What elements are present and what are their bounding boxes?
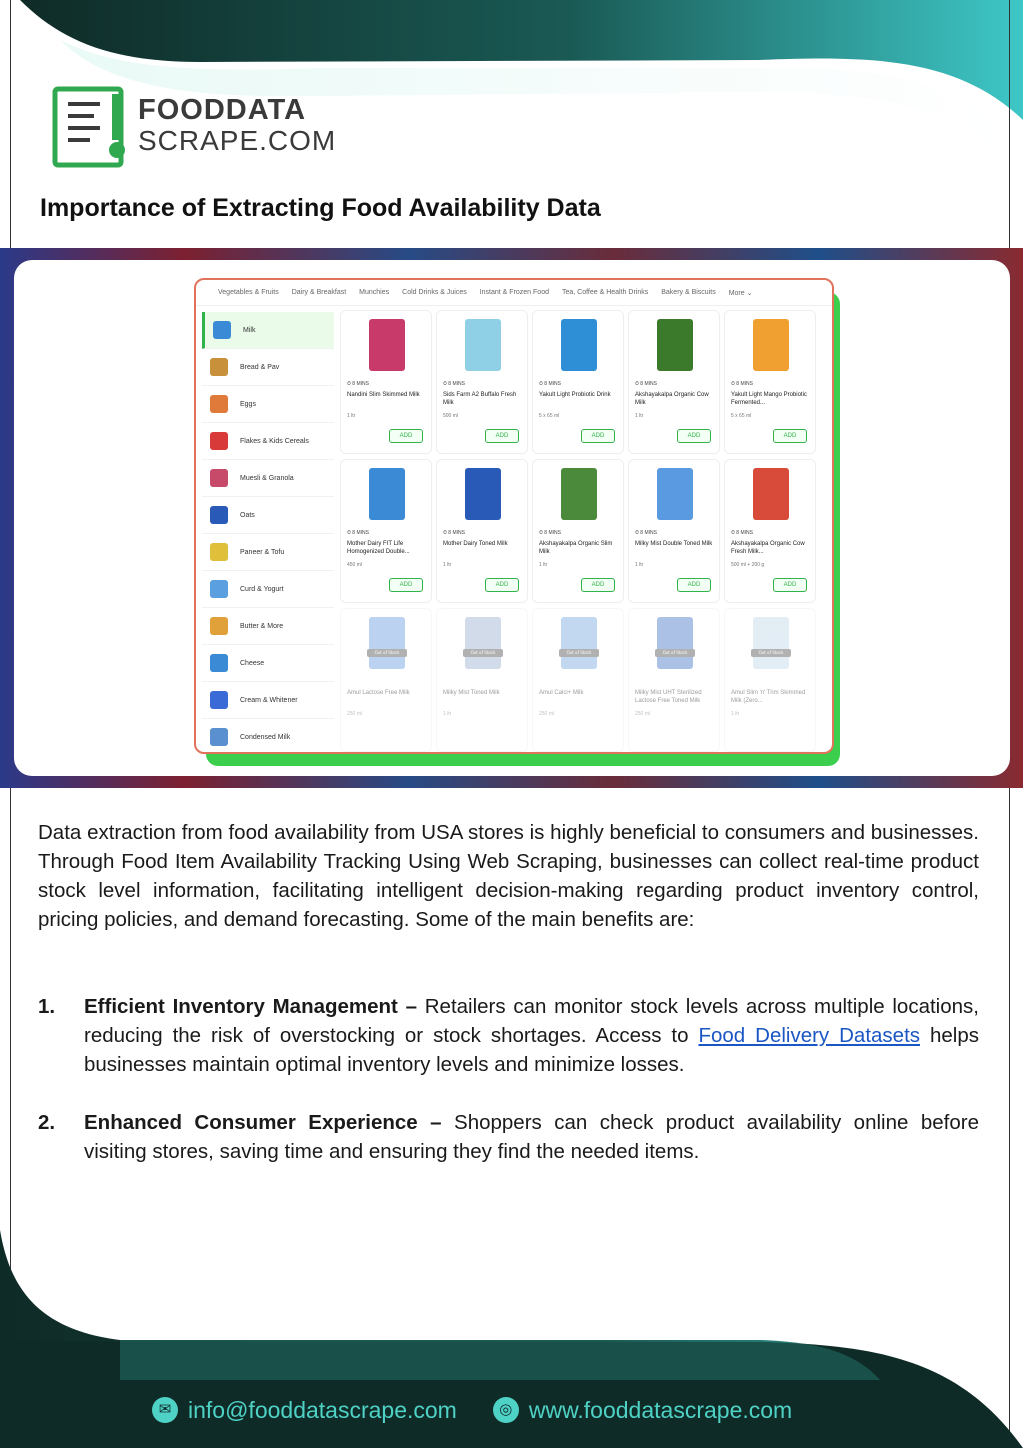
- category-icon: [210, 395, 228, 413]
- add-button[interactable]: ADD: [389, 429, 423, 443]
- product-card[interactable]: [628, 608, 720, 752]
- product-name: Amul Slim 'n' Trim Skimmed Milk (Zero...: [731, 690, 806, 704]
- category-tab[interactable]: More ⌄: [728, 289, 753, 297]
- product-image: [657, 468, 693, 520]
- add-button[interactable]: ADD: [773, 578, 807, 592]
- delivery-time: ⏱ 8 MINS: [443, 530, 465, 536]
- delivery-time: ⏱ 8 MINS: [347, 381, 369, 387]
- product-name: Amul Calci+ Milk: [539, 690, 584, 696]
- product-quantity: 1 ltr: [443, 711, 452, 717]
- product-name: Milky Mist Double Toned Milk: [635, 541, 713, 547]
- product-quantity: 500 ml: [443, 413, 459, 419]
- delivery-time: ⏱ 8 MINS: [731, 381, 753, 387]
- category-item[interactable]: [202, 349, 334, 386]
- product-name: Sids Farm A2 Buffalo Fresh Milk: [443, 392, 517, 406]
- out-of-stock-badge: Out of Stock: [751, 649, 791, 657]
- category-tab[interactable]: Cold Drinks & Juices: [402, 289, 467, 296]
- page-title: Importance of Extracting Food Availability Data: [40, 194, 601, 222]
- product-image: [369, 319, 405, 371]
- category-icon: [210, 617, 228, 635]
- list-heading: Enhanced Consumer Experience –: [84, 1111, 442, 1134]
- product-card[interactable]: [532, 459, 624, 603]
- product-card[interactable]: [340, 459, 432, 603]
- category-tab[interactable]: Instant & Frozen Food: [479, 289, 549, 296]
- out-of-stock-badge: Out of Stock: [367, 649, 407, 657]
- product-quantity: 1 ltr: [539, 562, 548, 568]
- product-name: Akshayakalpa Organic Cow Milk: [635, 392, 709, 406]
- product-name: Mother Dairy FIT Life Homogenized Double...: [347, 541, 410, 555]
- product-card[interactable]: [436, 310, 528, 454]
- category-icon: [213, 321, 231, 339]
- product-name: Nandini Slim Skimmed Milk: [347, 392, 420, 398]
- logo: [52, 86, 352, 166]
- category-item[interactable]: [202, 312, 334, 349]
- delivery-time: ⏱ 8 MINS: [635, 381, 657, 387]
- delivery-time: ⏱ 8 MINS: [635, 530, 657, 536]
- product-quantity: 1 ltr: [635, 562, 644, 568]
- category-icon: [210, 469, 228, 487]
- category-label: Muesli & Granola: [240, 474, 294, 482]
- product-quantity: 1 ltr: [443, 562, 452, 568]
- list-text: Retailers can monitor stock levels across multiple locations, reducing the risk of overstocking or stock shortages. Access to: [84, 995, 979, 1047]
- category-icon: [210, 691, 228, 709]
- category-tab[interactable]: Dairy & Breakfast: [291, 289, 347, 296]
- product-image: [369, 617, 405, 669]
- out-of-stock-badge: Out of Stock: [463, 649, 503, 657]
- product-card[interactable]: [436, 459, 528, 603]
- product-image: [753, 319, 789, 371]
- product-card[interactable]: [724, 608, 816, 752]
- category-icon: [210, 728, 228, 746]
- product-name: Amul Lactose Free Milk: [347, 690, 410, 696]
- category-item[interactable]: [202, 534, 334, 571]
- delivery-time: ⏱ 8 MINS: [443, 381, 465, 387]
- category-item[interactable]: [202, 386, 334, 423]
- product-quantity: 500 ml + 200 g: [731, 562, 765, 568]
- product-card[interactable]: [628, 310, 720, 454]
- category-icon: [210, 654, 228, 672]
- category-item[interactable]: [202, 423, 334, 460]
- category-icon: [210, 432, 228, 450]
- category-label: Paneer & Tofu: [240, 548, 285, 556]
- product-quantity: 1 ltr: [347, 413, 356, 419]
- category-icon: [210, 506, 228, 524]
- out-of-stock-badge: Out of Stock: [655, 649, 695, 657]
- product-quantity: 450 ml: [347, 562, 363, 568]
- product-card[interactable]: [532, 310, 624, 454]
- product-name: Milky Mist UHT Sterilized Lactose Free Toned Milk: [635, 690, 702, 704]
- product-name: Yakult Light Probiotic Drink: [539, 392, 611, 398]
- category-item[interactable]: [202, 608, 334, 645]
- product-image: [465, 468, 501, 520]
- category-sidebar: [202, 312, 334, 754]
- category-tab[interactable]: Bakery & Biscuits: [661, 289, 716, 296]
- product-image: [465, 617, 501, 669]
- category-item[interactable]: [202, 571, 334, 608]
- logo-text-scrape: SCRAPE.COM: [138, 125, 337, 156]
- product-quantity: 250 ml: [539, 711, 555, 717]
- add-button[interactable]: ADD: [485, 578, 519, 592]
- delivery-time: ⏱ 8 MINS: [539, 381, 561, 387]
- product-quantity: 1 ltr: [635, 413, 644, 419]
- list-text: helps businesses maintain optimal inventory levels and minimize losses.: [84, 1024, 979, 1076]
- mail-icon: ✉: [152, 1397, 178, 1423]
- list-text: Shoppers can check product availability online before visiting stores, saving time and ensuring they find the needed items.: [84, 1111, 979, 1163]
- delivery-time: ⏱ 8 MINS: [539, 530, 561, 536]
- product-card[interactable]: [340, 310, 432, 454]
- category-label: Condensed Milk: [240, 733, 291, 741]
- category-icon: [210, 358, 228, 376]
- food-delivery-datasets-link[interactable]: Food Delivery Datasets: [698, 1024, 921, 1047]
- delivery-time: ⏱ 8 MINS: [347, 530, 369, 536]
- product-card[interactable]: [340, 608, 432, 752]
- product-quantity: 5 x 65 ml: [539, 413, 560, 419]
- add-button[interactable]: ADD: [389, 578, 423, 592]
- product-quantity: 5 x 65 ml: [731, 413, 752, 419]
- logo-icon: [52, 86, 128, 168]
- product-image: [753, 617, 789, 669]
- footer-website[interactable]: www.fooddatascrape.com: [528, 1396, 793, 1423]
- add-button[interactable]: ADD: [773, 429, 807, 443]
- delivery-time: ⏱ 8 MINS: [731, 530, 753, 536]
- add-button[interactable]: ADD: [581, 578, 615, 592]
- product-card[interactable]: [532, 608, 624, 752]
- product-image: [369, 468, 405, 520]
- product-quantity: 250 ml: [347, 711, 363, 717]
- product-card[interactable]: [724, 310, 816, 454]
- category-label: Butter & More: [240, 622, 284, 630]
- product-card[interactable]: [724, 459, 816, 603]
- category-icon: [210, 580, 228, 598]
- product-name: Yakult Light Mango Probiotic Fermented...: [731, 392, 807, 406]
- add-button[interactable]: ADD: [581, 429, 615, 443]
- category-label: Milk: [243, 326, 256, 334]
- product-card[interactable]: [436, 608, 528, 752]
- product-image: [753, 468, 789, 520]
- product-quantity: 1 ltr: [731, 711, 740, 717]
- category-label: Eggs: [240, 400, 256, 408]
- category-item[interactable]: [202, 682, 334, 719]
- footer-contact: [152, 1394, 792, 1426]
- category-tab[interactable]: Tea, Coffee & Health Drinks: [561, 289, 649, 296]
- product-image: [561, 617, 597, 669]
- product-name: Akshayakalpa Organic Cow Fresh Milk...: [731, 541, 805, 555]
- product-image: [657, 319, 693, 371]
- category-item[interactable]: [202, 719, 334, 754]
- product-name: Akshayakalpa Organic Slim Milk: [539, 541, 613, 555]
- grocery-app-screenshot: [194, 278, 834, 754]
- category-tab[interactable]: Munchies: [359, 289, 390, 296]
- product-name: Milky Mist Toned Milk: [443, 690, 500, 696]
- footer-email[interactable]: info@fooddatascrape.com: [188, 1396, 457, 1423]
- list-number: 1.: [38, 995, 56, 1018]
- add-button[interactable]: ADD: [677, 578, 711, 592]
- logo-text-fooddata: FOODDATA: [138, 94, 307, 126]
- category-label: Bread & Pav: [240, 363, 280, 371]
- category-item[interactable]: [202, 645, 334, 682]
- category-label: Flakes & Kids Cereals: [240, 437, 309, 445]
- category-label: Curd & Yogurt: [240, 585, 284, 593]
- product-image: [561, 468, 597, 520]
- globe-icon: ◎: [493, 1397, 519, 1423]
- product-quantity: 250 ml: [635, 711, 651, 717]
- category-item[interactable]: [202, 497, 334, 534]
- add-button[interactable]: ADD: [677, 429, 711, 443]
- category-tabs: [196, 280, 832, 306]
- intro-paragraph: Data extraction from food availability from USA stores is highly beneficial to consumers and businesses. Through Food Item Availability Tracking Using Web Scraping, businesses can collect real-time product stock level information, facilitating intelligent decision-making regarding product inventory control, pricing policies, and demand forecasting. Some of the main benefits are:: [38, 821, 979, 931]
- list-number: 2.: [38, 1111, 56, 1134]
- category-item[interactable]: [202, 460, 334, 497]
- category-label: Cheese: [240, 659, 265, 667]
- category-tab[interactable]: Vegetables & Fruits: [218, 289, 279, 296]
- category-label: Oats: [240, 511, 255, 519]
- product-card[interactable]: [628, 459, 720, 603]
- add-button[interactable]: ADD: [485, 429, 519, 443]
- product-image: [657, 617, 693, 669]
- product-image: [561, 319, 597, 371]
- list-heading: Efficient Inventory Management –: [84, 995, 418, 1018]
- product-image: [465, 319, 501, 371]
- category-label: Cream & Whitener: [240, 696, 298, 704]
- category-icon: [210, 543, 228, 561]
- out-of-stock-badge: Out of Stock: [559, 649, 599, 657]
- product-name: Mother Dairy Toned Milk: [443, 541, 508, 547]
